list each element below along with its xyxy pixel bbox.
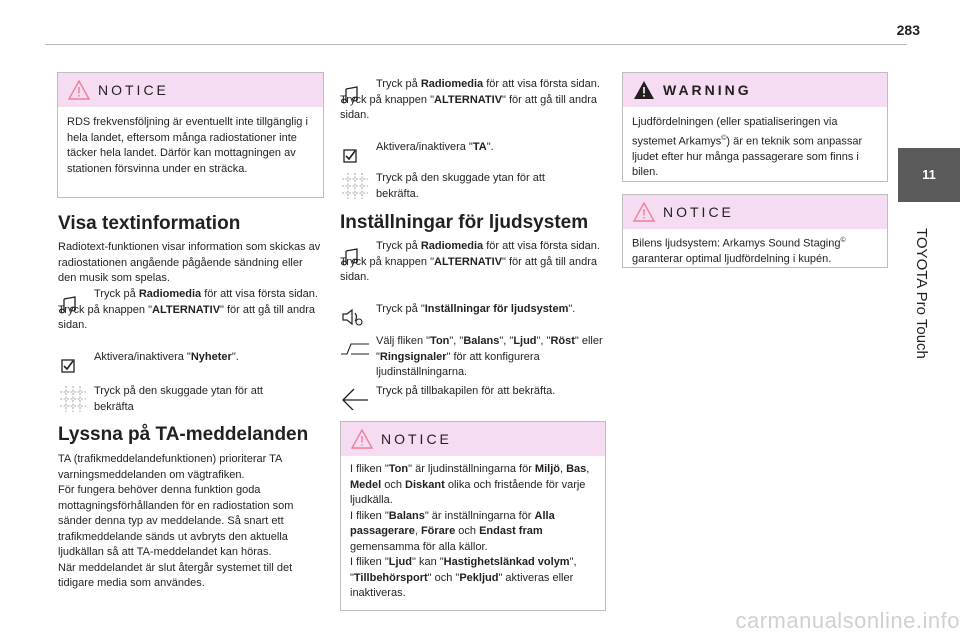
step-text: Tryck på tillbakapilen för att bekräfta. (376, 385, 556, 397)
notice-keyword: Pekljud (459, 571, 499, 584)
notice-text-run: " och " (427, 571, 460, 584)
step-keyword: ALTERNATIV (434, 255, 503, 268)
section-heading: Inställningar för ljudsystem (340, 212, 589, 233)
notice-header (623, 195, 887, 229)
notice-text-run: och (455, 525, 480, 537)
notice-text (623, 229, 887, 276)
notice-text-run: , (414, 525, 421, 537)
step-text: Tryck på (376, 78, 421, 90)
step-text: Tryck på knappen " (58, 303, 152, 316)
step-text: ". (568, 303, 576, 315)
step-keyword: Radiomedia (420, 78, 484, 90)
warning-text (623, 107, 887, 189)
section-visa-textinformation (58, 213, 323, 287)
notice-text-run: I fliken " (350, 509, 389, 522)
notice-keyword: Ton (388, 463, 409, 475)
step-confirm-ta (340, 171, 580, 202)
notice-title: NOTICE (663, 204, 734, 220)
step-keyword: Röst (550, 335, 575, 347)
notice-keyword: Endast fram (479, 525, 543, 537)
section-heading: Lyssna på TA-meddelanden (58, 424, 309, 445)
notice-keyword: Medel (350, 478, 382, 491)
step-text: " för att gå till andra sidan. (340, 255, 598, 283)
notice-text-run: garanterar optimal ljudfördelning i kupén. (632, 253, 832, 266)
checkbox-icon (340, 146, 370, 168)
warning-text-run: ) är en teknik som anpassar ljudet efter hur många passagerare som finns i bilen. (632, 135, 863, 179)
notice-keyword: Balans (388, 509, 425, 522)
copyright-mark: © (721, 134, 727, 142)
notice-text-run: gemensamma för alla källor. (350, 540, 488, 553)
warning-title: WARNING (663, 82, 752, 98)
tab-icon (340, 340, 370, 362)
side-title (902, 228, 932, 428)
notice-text-run: ", " (350, 556, 577, 584)
step-text: för att visa första sidan. (483, 78, 600, 90)
step-keyword: Ringsignaler (379, 350, 447, 363)
notice-paragraph (350, 462, 596, 509)
copyright-mark: © (840, 237, 846, 244)
step-text: Tryck på " (376, 303, 425, 315)
notice-keyword: Hastighetslänkad volym (443, 556, 570, 568)
step-text: " för att gå till andra sidan. (340, 93, 598, 121)
notice-title: NOTICE (381, 431, 452, 447)
notice-text: RDS frekvensföljning är eventuellt inte tillgänglig i hela landet, eftersom många radiostationer inte täcker hela landet. Därför kan mottagningen av stationen försvinna under en sträcka. (67, 116, 308, 175)
notice-keyword: Tillbehörsport (353, 571, 428, 584)
warning-header (623, 73, 887, 107)
watermark: carmanualsonline.info (735, 608, 960, 633)
step-radiomedia-ta (340, 77, 605, 124)
notice-text-run: , (559, 463, 567, 475)
step-text: " eller " (376, 335, 603, 363)
step-text: Tryck på den skuggade ytan för att bekräfta (94, 385, 263, 413)
sound-settings-icon (340, 306, 370, 328)
step-text: Välj fliken " (376, 335, 431, 347)
warning-box-arkamys (622, 72, 888, 182)
warning-text-run: Ljudfördelningen (eller spatialiseringen via systemet Arkamys (632, 116, 838, 148)
page-number: 283 (896, 22, 920, 38)
paragraph: När meddelandet är slut återgår systemet till det tidigare media som användes. (58, 561, 293, 589)
step-ljudinstallningar (340, 302, 610, 318)
step-text: ", " (499, 335, 514, 347)
step-text: Tryck på (94, 288, 139, 300)
notice-warning-icon (633, 202, 655, 227)
music-note-icon (340, 247, 370, 269)
notice-text-run: I fliken " (350, 463, 389, 475)
notice-keyword: Miljö (534, 463, 560, 475)
step-radiomedia-ljud (340, 239, 605, 286)
notice-text-run: Bilens ljudsystem: Arkamys Sound Staging (632, 237, 841, 250)
step-text: ", " (449, 335, 464, 347)
notice-keyword: Diskant (405, 478, 445, 491)
shaded-area-icon (58, 384, 88, 406)
step-nyheter (58, 350, 323, 366)
notice-header (58, 73, 323, 107)
header-divider (45, 44, 907, 45)
step-keyword: ALTERNATIV (152, 303, 221, 316)
section-ljudsystem (340, 212, 615, 234)
notice-warning-icon (68, 80, 90, 105)
notice-paragraph (350, 509, 596, 556)
step-radiomedia (58, 287, 323, 334)
notice-box-rds (57, 72, 324, 198)
step-text: Aktivera/inaktivera " (376, 141, 473, 153)
music-note-icon (340, 85, 370, 107)
notice-header (341, 422, 605, 456)
step-text: Tryck på (376, 240, 421, 252)
notice-text-run: , (586, 463, 590, 475)
notice-text-run: olika och fristående för varje ljudkälla. (350, 478, 586, 506)
step-text: " för att gå till andra sidan. (58, 303, 316, 331)
section-intro: Radiotext-funktionen visar information som skickas av radiostationen angående pågående sändning eller den musik som spelas. (58, 241, 321, 284)
step-keyword: Inställningar för ljudsystem (424, 303, 569, 315)
step-tillbaka (340, 384, 610, 400)
step-text: Tryck på knappen " (340, 93, 434, 106)
checkbox-icon (58, 356, 88, 378)
notice-keyword: Förare (420, 525, 456, 537)
notice-text (341, 456, 605, 610)
step-text: ". (231, 351, 239, 363)
shaded-area-icon (340, 171, 370, 193)
notice-title: NOTICE (98, 82, 169, 98)
step-text: Tryck på knappen " (340, 255, 434, 268)
back-arrow-icon (340, 386, 370, 408)
notice-box-sound-staging (622, 194, 888, 268)
chapter-tab: 11 (898, 148, 960, 202)
notice-warning-icon (351, 429, 373, 454)
step-text: för att visa första sidan. (201, 288, 318, 300)
step-keyword: Radiomedia (420, 240, 484, 252)
step-ta-toggle (340, 140, 605, 156)
notice-text-run: och (381, 478, 406, 491)
notice-text-run: " aktiveras eller inaktiveras. (350, 571, 574, 599)
step-confirm (58, 384, 298, 415)
notice-keyword: Bas (566, 463, 587, 475)
side-title-text: TOYOTA Pro Touch (913, 228, 930, 359)
notice-text-run: " är ljudinställningarna för (408, 463, 535, 475)
step-keyword: Ton (430, 335, 450, 347)
notice-keyword: Alla passagerare (350, 509, 555, 537)
step-keyword: Radiomedia (138, 288, 202, 300)
step-text: " för att konfigurera ljudinställningarna. (376, 350, 540, 378)
notice-text-run: " kan " (411, 556, 444, 568)
step-text: Tryck på den skuggade ytan för att bekräfta. (376, 172, 545, 200)
step-text: ", " (536, 335, 551, 347)
section-ta-meddelanden (58, 424, 323, 592)
step-text: ". (486, 141, 494, 153)
notice-text-run: " är inställningarna för (424, 509, 535, 522)
step-text: för att visa första sidan. (483, 240, 600, 252)
section-heading: Visa textinformation (58, 213, 241, 234)
step-text: Aktivera/inaktivera " (94, 351, 191, 363)
step-keyword: TA (472, 141, 487, 153)
step-keyword: ALTERNATIV (434, 93, 503, 106)
paragraph: TA (trafikmeddelandefunktionen) prioriterar TA varningsmeddelanden om vägtrafiken. (58, 453, 282, 481)
step-keyword: Nyheter (190, 351, 232, 363)
notice-box-ton (340, 421, 606, 611)
notice-paragraph (350, 555, 596, 602)
step-keyword: Ljud (513, 335, 537, 347)
paragraph: För fungera behöver denna funktion goda mottagningsförhållanden för en radiostation som sänder denna typ av meddelande. Så snart ett trafikmeddelande sänds ut avbryts den aktuella ljudkällan så att TA-meddelandet kan höras. (58, 484, 294, 558)
music-note-icon (58, 295, 88, 317)
warning-icon (633, 80, 655, 105)
step-keyword: Balans (463, 335, 500, 347)
step-valj-fliken (340, 334, 610, 381)
notice-text-run: I fliken " (350, 556, 389, 568)
notice-keyword: Ljud (388, 556, 412, 568)
